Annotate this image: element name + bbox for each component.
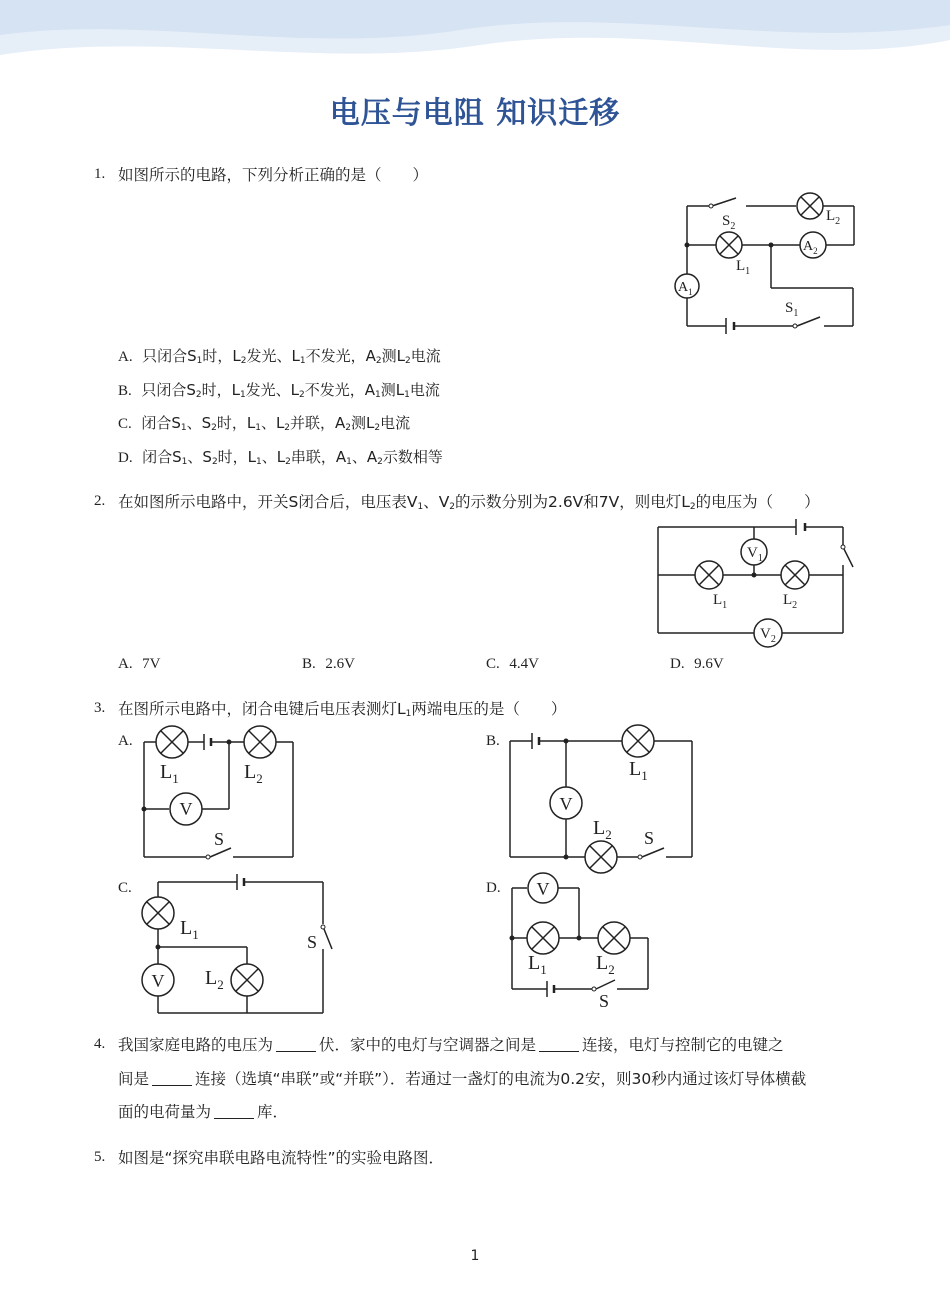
q3-number: 3.	[94, 700, 106, 716]
q4-blank-3[interactable]	[152, 1071, 192, 1086]
q2-circuit-diagram	[650, 515, 865, 650]
q3-option-b-label[interactable]: B.	[486, 733, 500, 749]
svg-text:V: V	[179, 799, 193, 819]
q4-line-3: 面的电荷量为 库．	[118, 1103, 289, 1121]
q4-line-1: 我国家庭电路的电压为 伏．家中的电灯与空调器之间是 连接，电灯与控制它的电键之	[118, 1036, 784, 1054]
q1-label-l1: $L_1$	[736, 258, 751, 277]
q3-c-circuit-diagram[interactable]	[140, 872, 335, 1022]
svg-text:L2: $L_2$	[596, 952, 615, 977]
page-title: 电压与电阻 知识迁移	[329, 96, 621, 131]
q2-stem: 在如图所示电路中，开关S闭合后，电压表$V_1$、$V_2$的示数分别为2.6V和7V，则电灯$L_2$的电压为（ ）	[118, 493, 820, 512]
svg-text:V: V	[536, 879, 550, 899]
q5-number: 5.	[94, 1149, 106, 1165]
q4-blank-2[interactable]	[539, 1037, 579, 1052]
q3-d-circuit-diagram[interactable]	[505, 872, 660, 1022]
q4-number: 4.	[94, 1036, 106, 1052]
svg-text:S: S	[214, 829, 225, 849]
q1-option-b[interactable]: B. 只闭合$S_2$时，$L_1$发光、$L_2$不发光，$A_1$测$L_1$电流	[118, 381, 440, 400]
svg-text:S: S	[307, 932, 318, 952]
svg-text:V: V	[559, 794, 573, 814]
q2-option-c[interactable]: C. 4.4V	[486, 656, 539, 672]
q3-option-a-label[interactable]: A.	[118, 733, 133, 749]
q1-option-d[interactable]: D. 闭合$S_1$、$S_2$时，$L_1$、$L_2$串联，$A_1$、$A_2$示数相等	[118, 448, 443, 467]
header-wave-decoration	[0, 0, 950, 80]
q1-label-s2: $S_2$	[722, 213, 736, 232]
q1-circuit-diagram	[660, 190, 870, 340]
svg-text:V: V	[151, 971, 165, 991]
svg-text:L2: $L_2$	[244, 761, 263, 786]
page-number: 1	[470, 1248, 480, 1264]
q1-stem: 如图所示的电路，下列分析正确的是（ ）	[118, 166, 429, 184]
svg-text:L1: $L_1$	[180, 917, 199, 942]
svg-text:S: S	[644, 828, 655, 848]
svg-text:L2: $L_2$	[205, 967, 224, 992]
q1-label-l2: $L_2$	[826, 208, 841, 227]
q2-option-b[interactable]: B. 2.6V	[302, 656, 355, 672]
q2-label-v2: $V_2$	[760, 626, 776, 645]
svg-text:L1: $L_1$	[528, 952, 547, 977]
q1-label-a1: $A_1$	[678, 280, 693, 297]
q3-stem: 在图所示电路中，闭合电键后电压表测灯$L_1$两端电压的是（ ）	[118, 700, 567, 719]
q2-option-a[interactable]: A. 7V	[118, 656, 161, 672]
q1-option-a[interactable]: A. 只闭合$S_1$时，$L_2$发光、$L_1$不发光，$A_2$测$L_2$电流	[118, 347, 441, 366]
svg-text:L2: $L_2$	[593, 817, 612, 842]
q4-blank-1[interactable]	[276, 1037, 316, 1052]
q5-stem: 如图是“探究串联电路电流特性”的实验电路图．	[118, 1149, 445, 1167]
q1-number: 1.	[94, 166, 106, 182]
q2-number: 2.	[94, 493, 106, 509]
svg-text:L1: $L_1$	[629, 758, 648, 783]
q1-option-c[interactable]: C. 闭合$S_1$、$S_2$时，$L_1$、$L_2$并联，$A_2$测$L_2$电流	[118, 414, 411, 433]
q3-b-circuit-diagram[interactable]	[505, 724, 700, 874]
q3-option-c-label[interactable]: C.	[118, 880, 132, 896]
svg-text:L1: $L_1$	[160, 761, 179, 786]
q2-label-l2: $L_2$	[783, 592, 798, 611]
q2-label-v1: $V_1$	[747, 545, 763, 564]
q1-label-a2: $A_2$	[803, 239, 818, 256]
q2-label-l1: $L_1$	[713, 592, 728, 611]
q3-option-d-label[interactable]: D.	[486, 880, 501, 896]
q4-blank-4[interactable]	[214, 1104, 254, 1119]
svg-text:S: S	[599, 991, 610, 1011]
q1-label-s1: $S_1$	[785, 300, 799, 319]
q3-a-circuit-diagram[interactable]	[140, 724, 305, 864]
q2-option-d[interactable]: D. 9.6V	[670, 656, 724, 672]
q4-line-2: 间是 连接（选填“串联”或“并联”）．若通过一盏灯的电流为0.2安，则30秒内通过该灯导体横截	[118, 1070, 807, 1088]
